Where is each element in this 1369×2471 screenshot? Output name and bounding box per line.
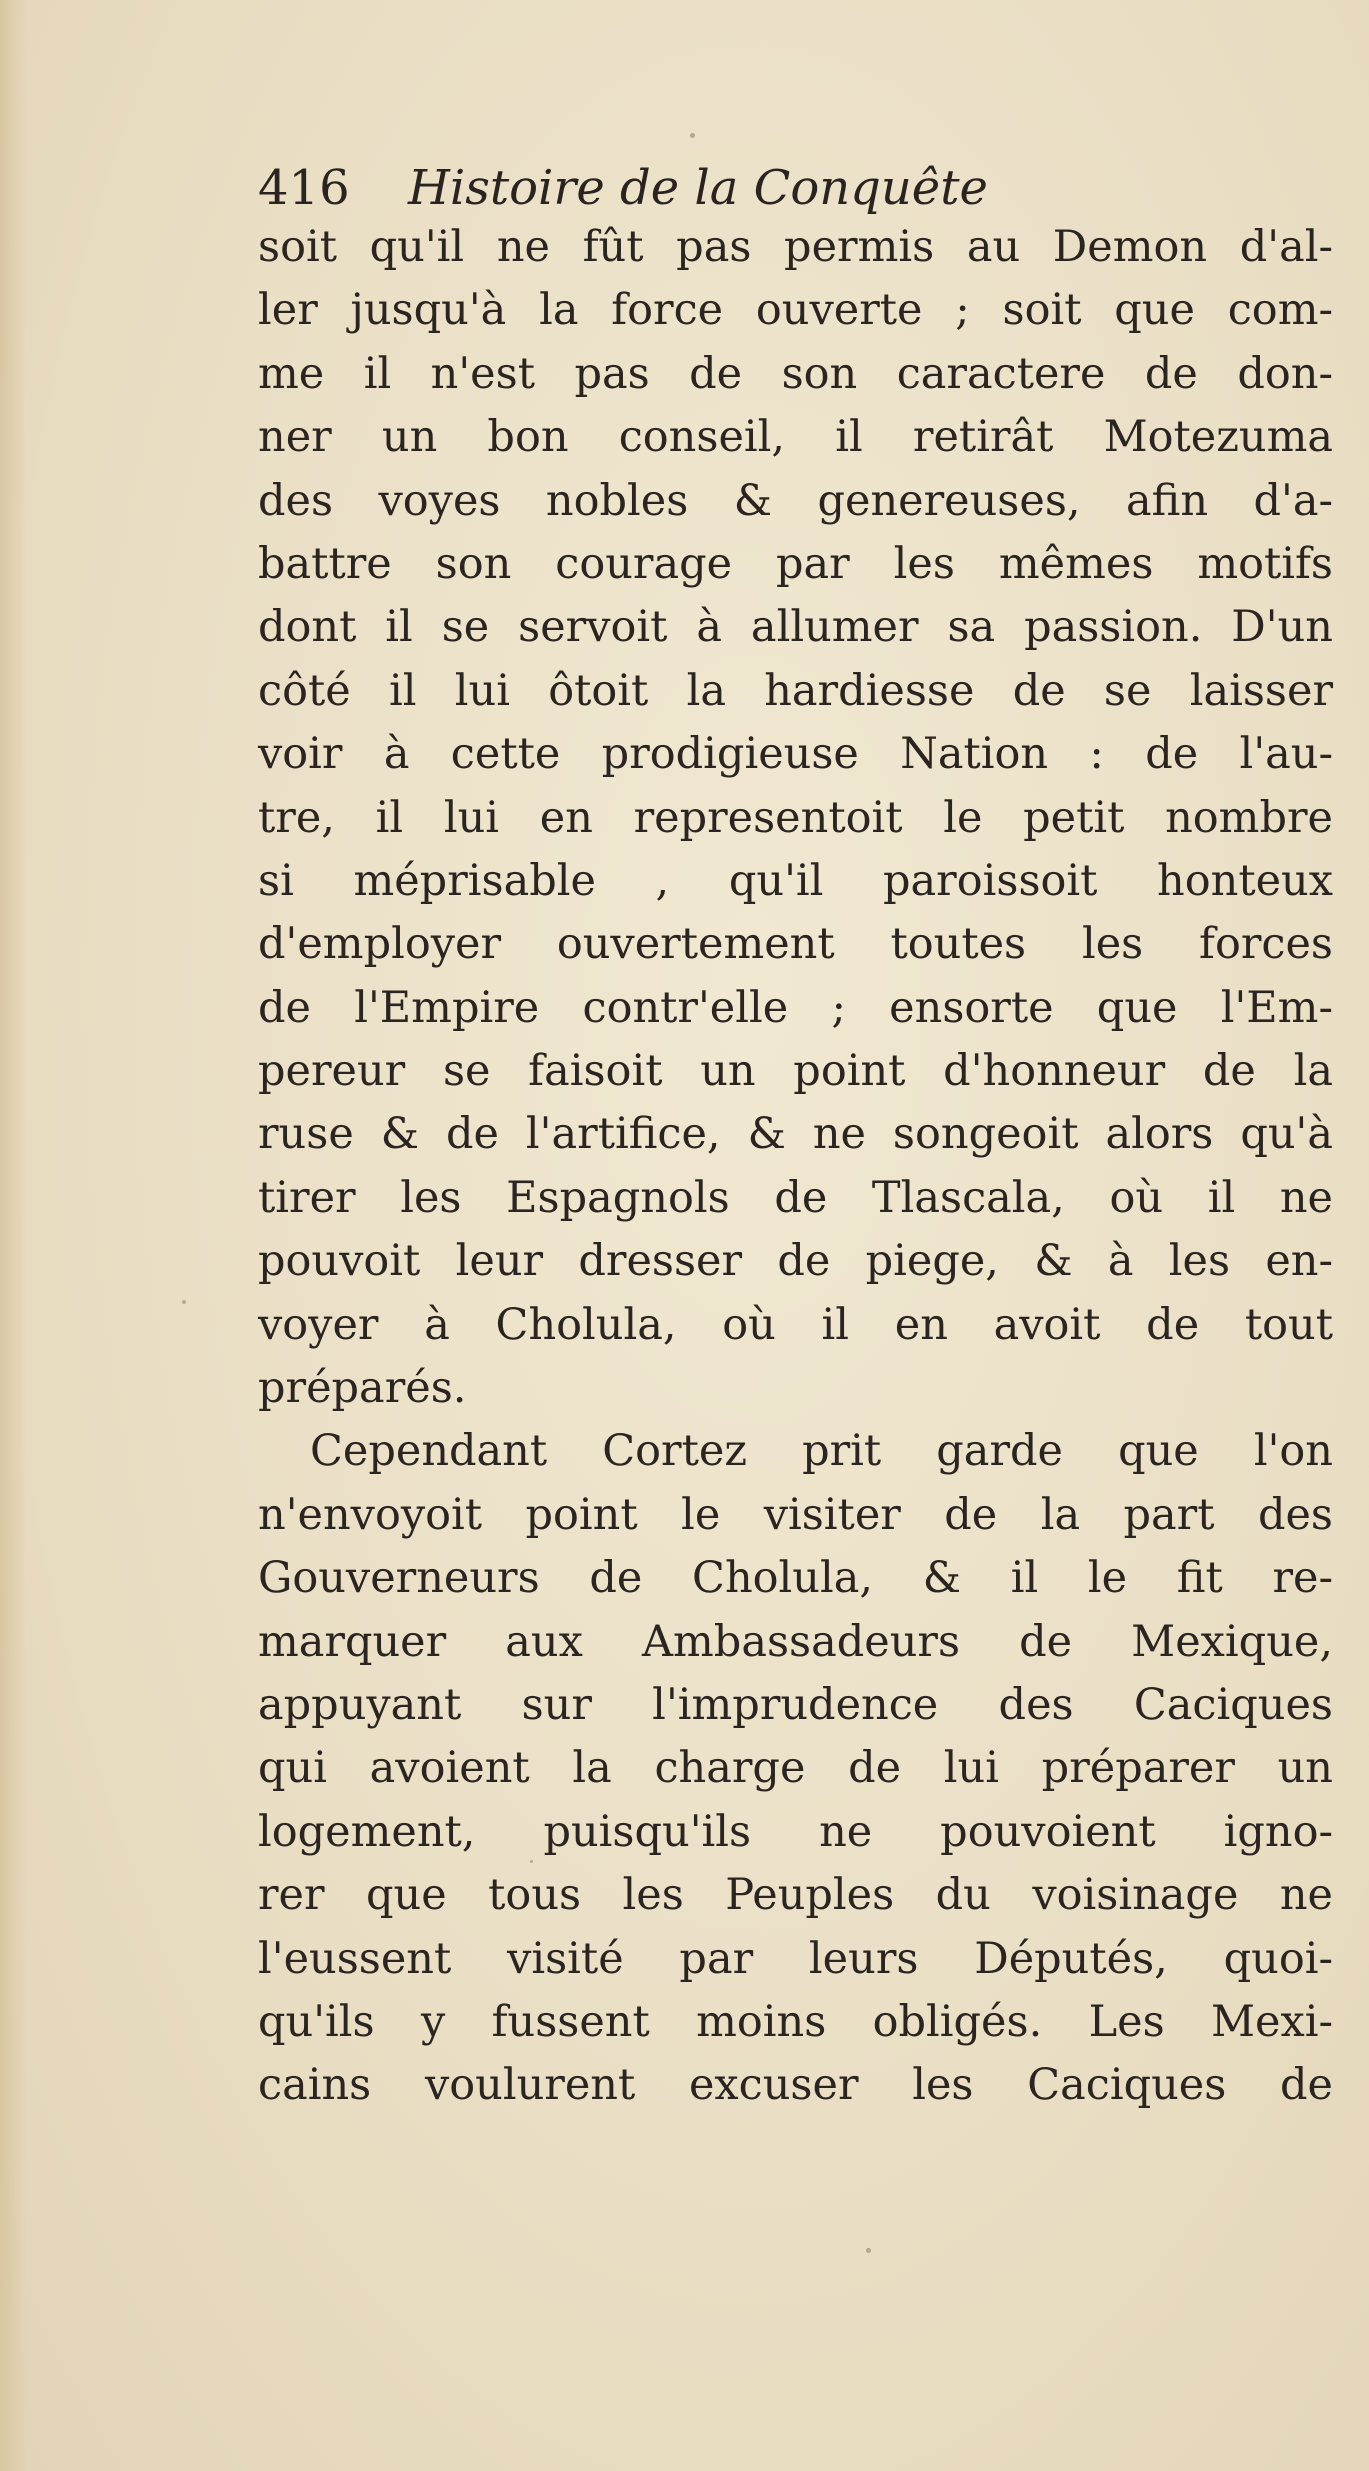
text-line: voyer à Cholula, où il en avoit de tout <box>258 1299 1333 1350</box>
text-line: tirer les Espagnols de Tlascala, où il ne <box>258 1172 1333 1223</box>
text-line: voir à cette prodigieuse Nation : de l'au- <box>258 729 1333 780</box>
text-line: pouvoit leur dresser de piege, & à les en- <box>258 1236 1333 1287</box>
text-line: me il n'est pas de son caractere de don- <box>258 348 1333 399</box>
body-text <box>258 216 1333 2118</box>
text-line: qui avoient la charge de lui préparer un <box>258 1743 1333 1794</box>
page-gutter-shadow <box>0 0 28 2471</box>
text-line: si méprisable , qu'il paroissoit honteux <box>258 855 1333 906</box>
text-line: rer que tous les Peuples du voisinage ne <box>258 1870 1333 1921</box>
text-line: marquer aux Ambassadeurs de Mexique, <box>258 1616 1333 1667</box>
text-line: d'employer ouvertement toutes les forces <box>258 919 1333 970</box>
page-number: 416 <box>258 160 350 216</box>
paper-speck <box>182 1300 186 1304</box>
paragraph-end-line: préparés. <box>258 1363 467 1414</box>
text-line: ner un bon conseil, il retirât Motezuma <box>258 412 1333 463</box>
paragraph-start-line: Cependant Cortez prit garde que l'on <box>310 1426 1333 1477</box>
text-line: l'eussent visité par leurs Députés, quoi- <box>258 1933 1333 1984</box>
paper-speck <box>866 2248 871 2253</box>
text-line: soit qu'il ne fût pas permis au Demon d'al- <box>258 222 1333 272</box>
text-line: Gouverneurs de Cholula, & il le fit re- <box>258 1553 1333 1604</box>
running-title: Histoire de la Conquête <box>408 160 988 216</box>
text-line: cains voulurent excuser les Caciques de <box>258 2060 1333 2111</box>
text-line: pereur se faisoit un point d'honneur de la <box>258 1046 1333 1097</box>
text-line: côté il lui ôtoit la hardiesse de se laisser <box>258 665 1333 716</box>
text-line: appuyant sur l'imprudence des Caciques <box>258 1679 1333 1730</box>
text-line: ruse & de l'artifice, & ne songeoit alors qu'à <box>258 1109 1333 1160</box>
page-header <box>258 158 988 218</box>
text-line: tre, il lui en representoit le petit nombre <box>258 792 1333 843</box>
text-line: n'envoyoit point le visiter de la part des <box>258 1489 1333 1540</box>
text-line: dont il se servoit à allumer sa passion. D'un <box>258 602 1333 653</box>
text-line: des voyes nobles & genereuses, afin d'a- <box>258 475 1333 526</box>
text-line: de l'Empire contr'elle ; ensorte que l'Em- <box>258 982 1333 1033</box>
paper-speck <box>690 133 695 138</box>
text-line: ler jusqu'à la force ouverte ; soit que com- <box>258 285 1333 336</box>
text-line: logement, puisqu'ils ne pouvoient igno- <box>258 1806 1333 1857</box>
text-line: battre son courage par les mêmes motifs <box>258 538 1333 589</box>
text-line: qu'ils y fussent moins obligés. Les Mexi- <box>258 1996 1333 2047</box>
